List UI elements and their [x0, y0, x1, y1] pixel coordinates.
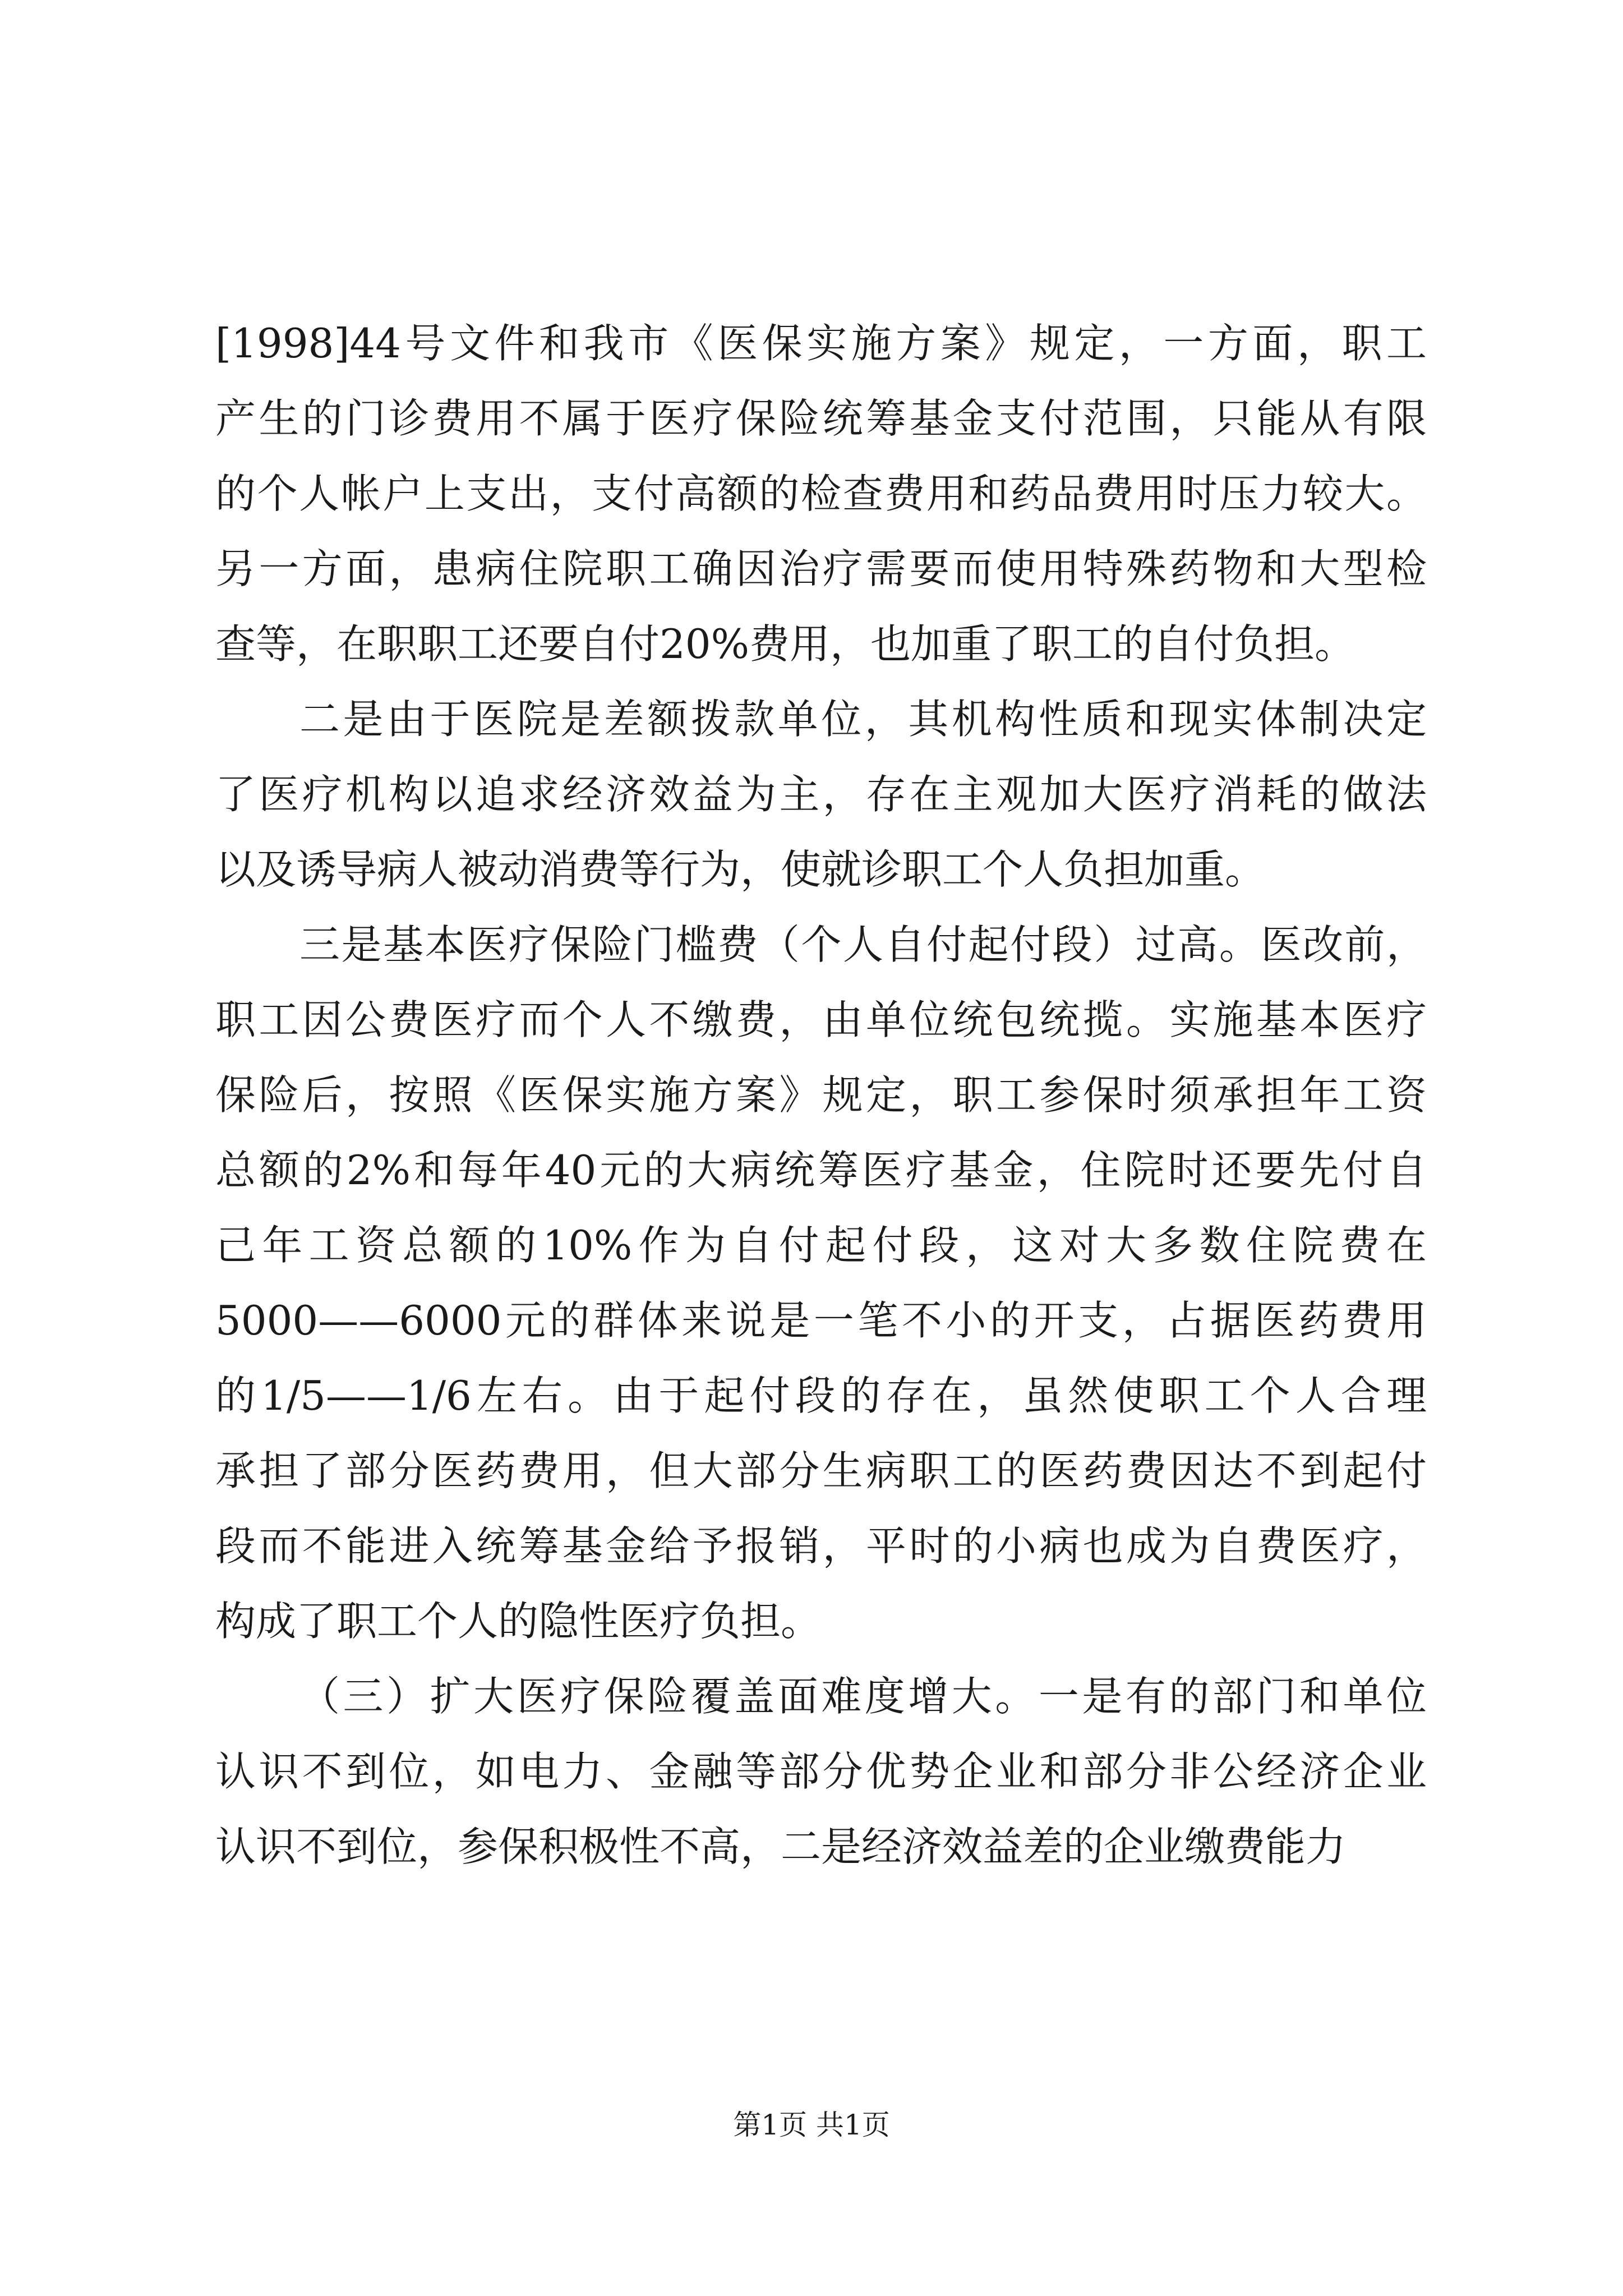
text-line: 产生的门诊费用不属于医疗保险统筹基金支付范围，只能从有限: [215, 395, 1427, 442]
text-line: 的1/5——1/6左右。由于起付段的存在，虽然使职工个人合理: [215, 1372, 1427, 1419]
text-line: 总额的2%和每年40元的大病统筹医疗基金，住院时还要先付自: [215, 1147, 1427, 1194]
paragraph: [215, 907, 1427, 1659]
text-line: 三是基本医疗保险门槛费（个人自付起付段）过高。医改前，: [299, 921, 1427, 968]
text-line: 构成了职工个人的隐性医疗负担。: [215, 1598, 822, 1645]
text-line: 保险后，按照《医保实施方案》规定，职工参保时须承担年工资: [215, 1071, 1427, 1119]
text-line: 职工因公费医疗而个人不缴费，由单位统包统揽。实施基本医疗: [215, 996, 1427, 1043]
text-line: 认识不到位，如电力、金融等部分优势企业和部分非公经济企业: [215, 1748, 1427, 1795]
text-line: 的个人帐户上支出，支付高额的检查费用和药品费用时压力较大。: [215, 470, 1427, 517]
text-line: 己年工资总额的10%作为自付起付段，这对大多数住院费在: [215, 1222, 1427, 1269]
text-line: （三）扩大医疗保险覆盖面难度增大。一是有的部门和单位: [299, 1673, 1427, 1720]
page-footer: 第1页 共1页: [733, 2109, 890, 2141]
text-line: 段而不能进入统筹基金给予报销，平时的小病也成为自费医疗，: [215, 1522, 1427, 1570]
paragraph: [215, 306, 1427, 682]
text-line: 以及诱导病人被动消费等行为，使就诊职工个人负担加重。: [215, 846, 1266, 893]
text-line: [1998]44号文件和我市《医保实施方案》规定，一方面，职工: [215, 320, 1427, 367]
document-body: [215, 306, 1427, 1884]
text-line: 5000——6000元的群体来说是一笔不小的开支，占据医药费用: [215, 1297, 1427, 1344]
paragraph: [215, 1659, 1427, 1884]
text-line: 另一方面，患病住院职工确因治疗需要而使用特殊药物和大型检: [215, 545, 1427, 592]
text-line: 认识不到位，参保积极性不高，二是经济效益差的企业缴费能力: [215, 1823, 1347, 1870]
text-line: 二是由于医院是差额拨款单位，其机构性质和现实体制决定: [299, 696, 1427, 743]
text-line: 承担了部分医药费用，但大部分生病职工的医药费因达不到起付: [215, 1447, 1427, 1494]
text-line: 了医疗机构以追求经济效益为主，存在主观加大医疗消耗的做法: [215, 771, 1427, 818]
paragraph: [215, 682, 1427, 907]
text-line: 查等，在职职工还要自付20%费用，也加重了职工的自付负担。: [215, 620, 1355, 668]
